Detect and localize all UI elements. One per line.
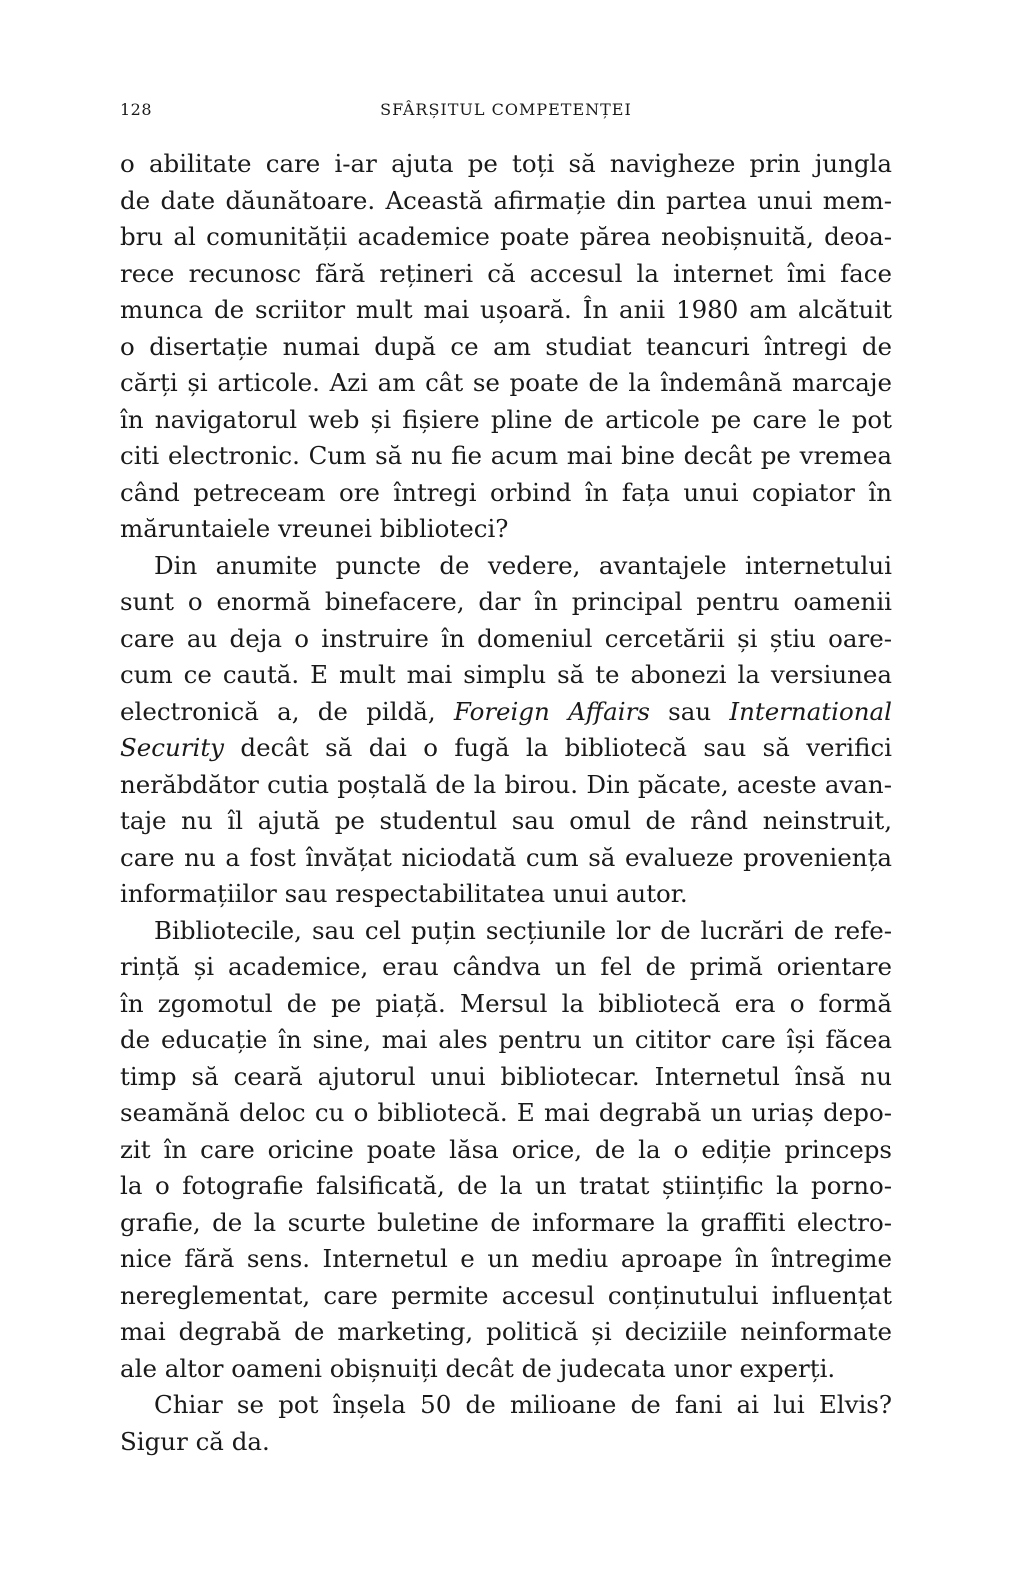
text-line [120,402,892,439]
text-line [120,621,892,658]
text-segment: electronică a, de pildă, [120,696,454,726]
text-segment: zit în care oricine poate lăsa orice, de la o ediție princeps [120,1134,892,1164]
text-line [120,1424,892,1461]
text-line [120,292,892,329]
text-line [120,840,892,877]
text-line [120,329,892,366]
text-line [120,986,892,1023]
text-segment: timp să ceară ajutorul unui bibliotecar. Internetul însă nu [120,1061,892,1091]
text-line [120,1132,892,1169]
text-segment: bru al comunității academice poate părea neobișnuită, deoa- [120,222,892,251]
text-line [120,1387,892,1424]
text-segment: sau [649,696,730,726]
text-line [120,219,892,256]
text-segment: Bibliotecile, sau cel puțin secțiunile lor de lucrări de refe- [154,915,892,945]
text-segment: rece recunosc fără rețineri că accesul la internet îmi face [120,258,892,288]
text-segment: grafie, de la scurte buletine de informare la graffiti electro- [120,1207,892,1237]
text-segment: nereglementat, care permite accesul conținutului influențat [120,1280,892,1310]
text-line [120,767,892,804]
text-line [120,657,892,694]
italic-text: Foreign Affairs [453,696,650,726]
text-segment: Sigur că da. [120,1426,270,1456]
text-segment: care au deja o instruire în domeniul cercetării și știu oare- [120,623,892,653]
text-segment: de date dăunătoare. Această afirmație din partea unui mem- [120,185,892,215]
page-number: 128 [120,100,153,119]
text-line [120,1241,892,1278]
text-segment: Din anumite puncte de vedere, avantajele internetului [154,550,892,580]
text-segment: citi electronic. Cum să nu fie acum mai bine decât pe vremea [120,441,892,470]
italic-text: Security [120,733,225,762]
text-segment: când petreceam ore întregi orbind în fața unui copiator în [120,477,892,507]
text-segment: cum ce caută. E mult mai simplu să te abonezi la versiunea [120,660,892,689]
text-segment: în navigatorul web și fișiere pline de articole pe care le pot [120,404,892,434]
text-line [120,876,892,913]
text-segment: informațiilor sau respectabilitatea unui autor. [120,879,688,908]
running-title: SFÂRȘITUL COMPETENȚEI [380,100,632,119]
text-segment: care nu a fost învățat niciodată cum să evalueze proveniența [120,842,892,872]
text-segment: măruntaiele vreunei biblioteci? [120,514,509,543]
text-segment: rință și academice, erau cândva un fel de primă orientare [120,952,892,981]
paragraph [120,913,892,1388]
text-segment: la o fotografie falsificată, de la un tratat științific la porno- [120,1171,892,1200]
text-segment: nice fără sens. Internetul e un mediu aproape în întregime [120,1244,892,1273]
text-line [120,438,892,475]
text-line [120,1278,892,1315]
text-line [120,365,892,402]
text-segment: cărți și articole. Azi am cât se poate de la îndemână marcaje [120,368,892,397]
page-body [120,146,892,1460]
text-segment: de educație în sine, mai ales pentru un cititor care își făcea [120,1025,892,1054]
text-line [120,1314,892,1351]
text-segment: ale altor oameni obișnuiți decât de judecata unor experți. [120,1353,836,1383]
text-segment: sunt o enormă binefacere, dar în principal pentru oamenii [120,587,892,616]
text-segment: Chiar se pot înșela 50 de milioane de fani ai lui Elvis? [154,1390,892,1419]
text-line [120,584,892,621]
text-line [120,1059,892,1096]
italic-text: International [729,696,892,726]
text-segment: seamănă deloc cu o bibliotecă. E mai degrabă un uriaș depo- [120,1098,892,1127]
text-line [120,913,892,950]
text-line [120,949,892,986]
text-line [120,183,892,220]
text-segment: munca de scriitor mult mai ușoară. În anii 1980 am alcătuit [120,295,892,324]
text-line [120,1168,892,1205]
text-line [120,1205,892,1242]
page-header [120,100,892,124]
text-line [120,1351,892,1388]
text-line [120,694,892,731]
text-segment: decât să dai o fugă la bibliotecă sau să verifici [224,733,892,762]
text-line [120,730,892,767]
text-segment: nerăbdător cutia poștală de la birou. Din păcate, aceste avan- [120,769,892,799]
text-line [120,475,892,512]
text-segment: mai degrabă de marketing, politică și deciziile neinformate [120,1317,892,1346]
paragraph [120,146,892,548]
text-segment: o disertație numai după ce am studiat teancuri întregi de [120,331,892,361]
paragraph [120,1387,892,1460]
text-segment: în zgomotul de pe piață. Mersul la bibliotecă era o formă [120,988,892,1018]
text-line [120,548,892,585]
text-line [120,803,892,840]
text-line [120,146,892,183]
text-line [120,256,892,293]
text-segment: o abilitate care i-ar ajuta pe toți să navigheze prin jungla [120,149,892,178]
text-line [120,1022,892,1059]
text-line [120,511,892,548]
paragraph [120,548,892,913]
text-segment: taje nu îl ajută pe studentul sau omul de rând neinstruit, [120,806,892,835]
text-line [120,1095,892,1132]
